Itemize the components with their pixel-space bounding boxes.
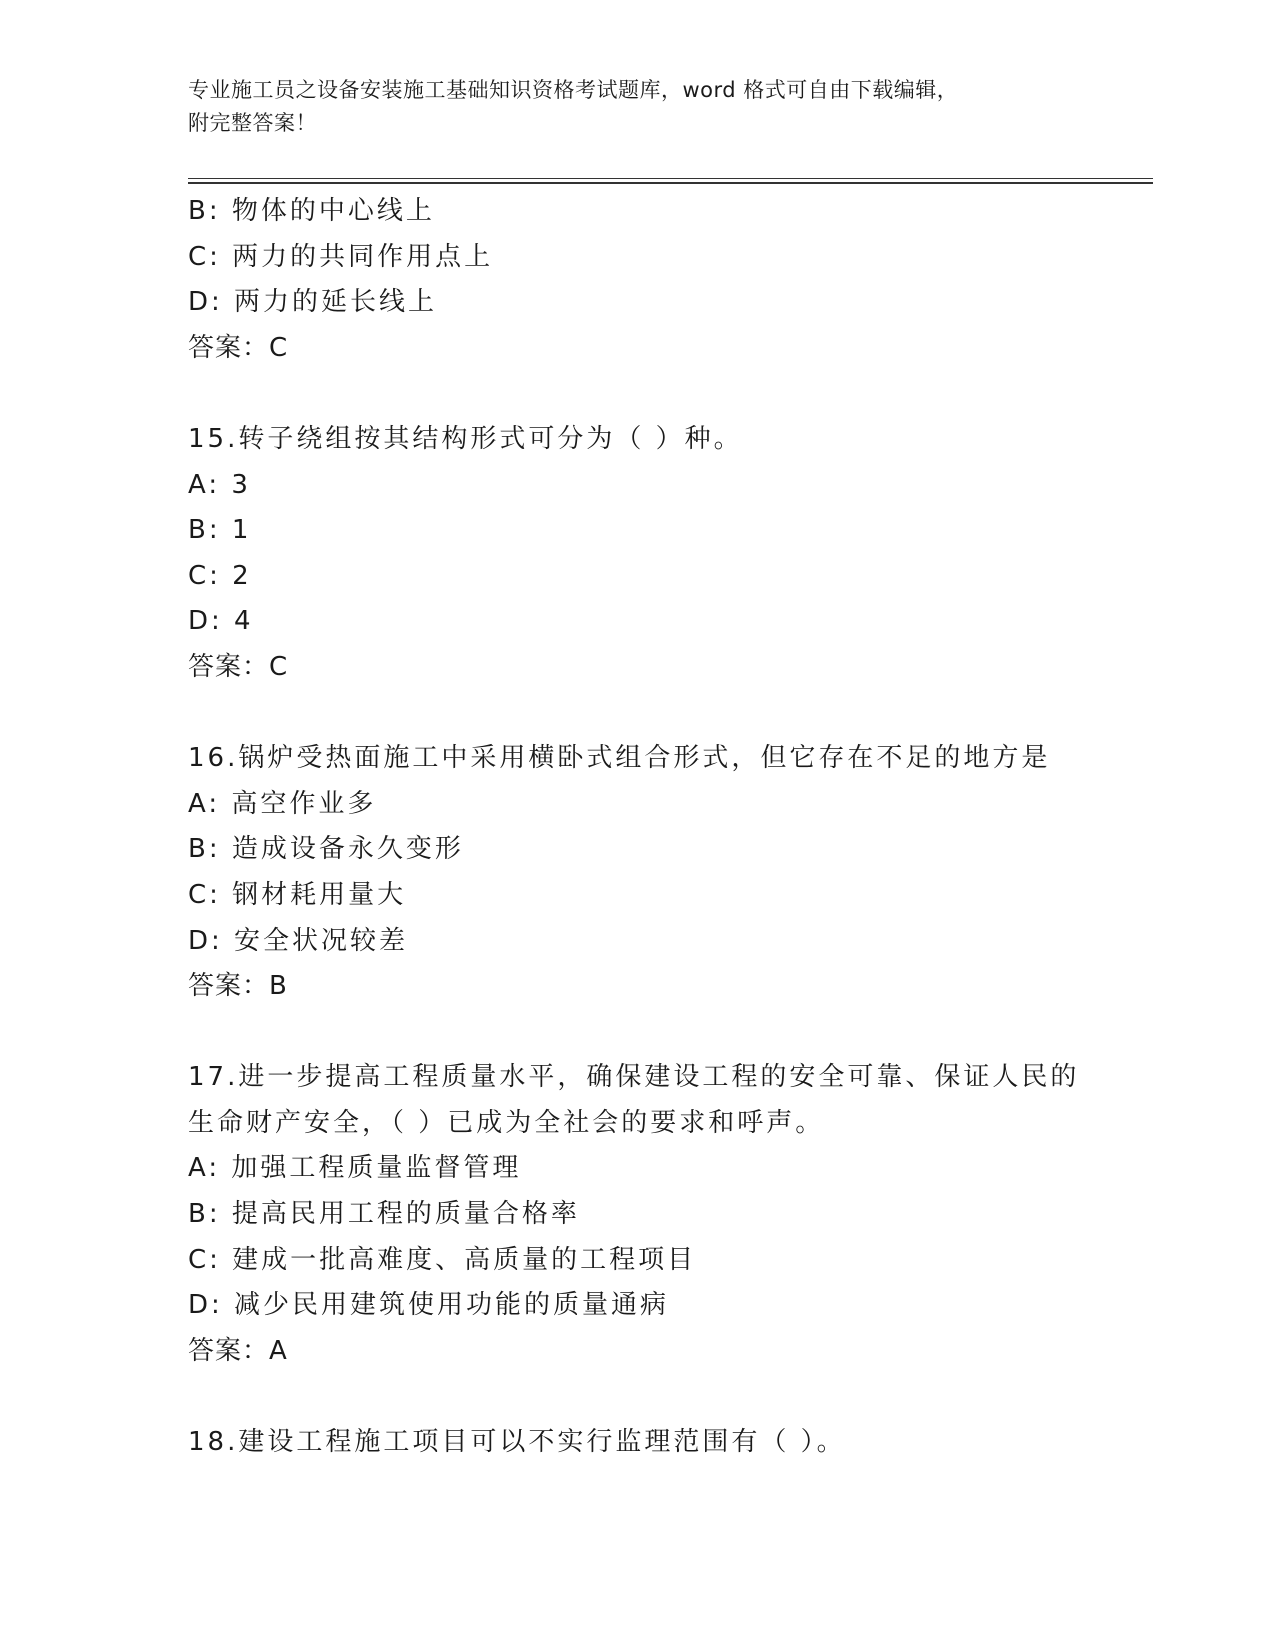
question-17 xyxy=(188,1055,1088,1374)
option-d: D: 4 xyxy=(188,606,254,637)
header-line-1: 专业施工员之设备安装施工基础知识资格考试题库，word 格式可自由下载编辑， xyxy=(188,78,959,102)
spacer xyxy=(188,1374,1088,1420)
answer-line: 答案：C xyxy=(188,651,289,682)
option-a: A: 3 xyxy=(188,469,251,500)
question-stem: 15.转子绕组按其结构形式可分为（ ）种。 xyxy=(188,423,743,454)
spacer xyxy=(188,691,1088,737)
header-divider xyxy=(188,178,1153,184)
option-c: C: 2 xyxy=(188,560,252,591)
document-header xyxy=(188,74,1068,140)
header-line-2: 附完整答案！ xyxy=(188,111,317,135)
option-a: A: 高空作业多 xyxy=(188,788,377,819)
option-a: A: 加强工程质量监督管理 xyxy=(188,1153,522,1184)
option-c: C: 钢材耗用量大 xyxy=(188,879,407,910)
answer-line: 答案：B xyxy=(188,971,288,1002)
option-b: B: 1 xyxy=(188,515,252,546)
option-b: B: 提高民用工程的质量合格率 xyxy=(188,1199,580,1230)
question-list xyxy=(188,189,1088,1466)
question-16 xyxy=(188,736,1088,1010)
question-15 xyxy=(188,417,1088,691)
question-14-continued xyxy=(188,189,1088,371)
option-b: B: 造成设备永久变形 xyxy=(188,834,464,865)
option-b: B: 物体的中心线上 xyxy=(188,196,435,226)
question-stem-line-1: 17.进一步提高工程质量水平，确保建设工程的安全可靠、保证人民的 xyxy=(188,1062,1080,1093)
question-stem: 16.锅炉受热面施工中采用横卧式组合形式，但它存在不足的地方是 xyxy=(188,743,1051,774)
question-18 xyxy=(188,1420,1088,1466)
spacer xyxy=(188,371,1088,417)
question-stem: 18.建设工程施工项目可以不实行监理范围有（ ）。 xyxy=(188,1427,846,1458)
option-c: C: 两力的共同作用点上 xyxy=(188,241,494,272)
answer-line: 答案：A xyxy=(188,1335,288,1366)
answer-line: 答案：C xyxy=(188,332,289,363)
option-c: C: 建成一批高难度、高质量的工程项目 xyxy=(188,1244,697,1275)
question-stem-line-2: 生命财产安全，（ ）已成为全社会的要求和呼声。 xyxy=(188,1107,825,1138)
option-d: D: 两力的延长线上 xyxy=(188,287,438,318)
option-d: D: 减少民用建筑使用功能的质量通病 xyxy=(188,1290,670,1321)
option-d: D: 安全状况较差 xyxy=(188,925,409,956)
spacer xyxy=(188,1010,1088,1056)
